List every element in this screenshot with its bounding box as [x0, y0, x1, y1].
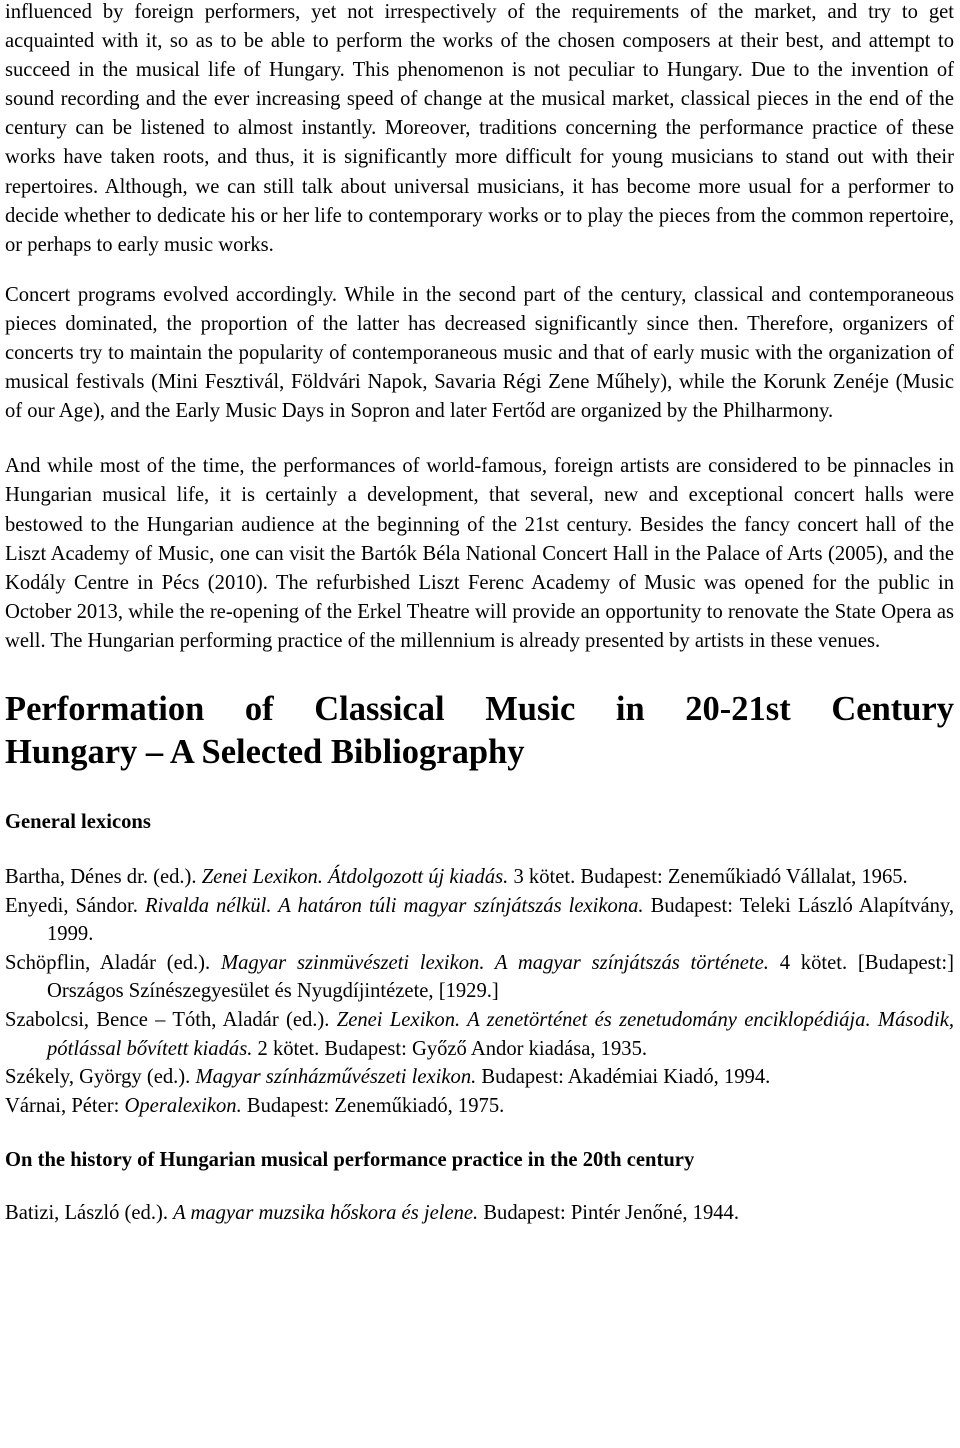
entry-text: Budapest: Pintér Jenőné, 1944.	[478, 1202, 739, 1225]
body-paragraph-1: influenced by foreign performers, yet not irrespectively of the requirements of the market, and try to get acquainted with it, so as to be able to perform the works of the chosen composers at their best, and attempt to succeed in the musical life of Hungary. This phenomenon is not peculiar to Hungary. Due to the invention of sound recording and the ever increasing speed of change at the musical market, classical pieces in the end of the century can be listened to almost instantly. Moreover, traditions concerning the performance practice of these works have taken roots, and thus, it is significantly more difficult for young musicians to stand out with their repertoires. Although, we can still talk about universal musicians, it has become more usual for a performer to decide whether to dedicate his or her life to contemporary works or to play the pieces from the common repertoire, or perhaps to early music works.	[5, 1, 954, 256]
entry-title-italic: Magyar szinmüvészeti lexikon. A magyar színjátszás története.	[220, 951, 769, 974]
entry-text: Schöpflin, Aladár (ed.).	[5, 951, 221, 974]
entry-text: Várnai, Péter:	[5, 1094, 125, 1117]
bibliography-entry	[5, 1092, 954, 1121]
bibliography-list-performance-history	[5, 1199, 954, 1228]
body-paragraph-3: And while most of the time, the performances of world-famous, foreign artists are considered to be pinnacles in Hungarian musical life, it is certainly a development, that several, new and exceptional concert halls were bestowed to the Hungarian audience at the beginning of the 21st century. Besides the fancy concert hall of the Liszt Academy of Music, one can visit the Bartók Béla National Concert Hall in the Palace of Arts (2005), and the Kodály Centre in Pécs (2010). The refurbished Liszt Ferenc Academy of Music was opened for the public in October 2013, while the re-opening of the Erkel Theatre will provide an opportunity to renovate the State Opera as well. The Hungarian performing practice of the millennium is already presented by artists in these venues.	[5, 455, 954, 652]
bibliography-entry	[5, 1199, 954, 1228]
bibliography-entry	[5, 892, 954, 949]
bibliography-entry	[5, 1063, 954, 1092]
entry-text: Budapest: Teleki László Alapítvány, 1999.	[47, 894, 955, 946]
entry-title-italic: Operalexikon.	[124, 1094, 242, 1117]
bibliography-title	[5, 688, 954, 775]
body-paragraph-2: Concert programs evolved accordingly. While in the second part of the century, classical and contemporaneous pieces dominated, the proportion of the latter has decreased significantly since then. Therefore, organizers of concerts try to maintain the popularity of contemporaneous music and that of early music with the organization of musical festivals (Mini Fesztivál, Földvári Napok, Savaria Régi Zene Műhely), while the Korunk Zenéje (Music of our Age), and the Early Music Days in Sopron and later Fertőd are organized by the Philharmony.	[5, 283, 954, 423]
entry-title-italic: A magyar muzsika hőskora és jelene.	[173, 1202, 479, 1225]
entry-text: Szabolcsi, Bence – Tóth, Aladár (ed.).	[5, 1008, 337, 1031]
entry-text: Enyedi, Sándor.	[5, 894, 145, 917]
entry-text: Bartha, Dénes dr. (ed.).	[5, 865, 202, 888]
bibliography-entry	[5, 1006, 954, 1063]
bibliography-title-line-1: Performation of Classical Music in 20-21st Century	[5, 689, 954, 728]
entry-title-italic: Rivalda nélkül. A határon túli magyar színjátszás lexikona.	[144, 894, 644, 917]
bibliography-title-line-2: Hungary – A Selected Bibliography	[5, 733, 525, 772]
bibliography-list-general-lexicons	[5, 863, 954, 1120]
entry-title-italic: Zenei Lexikon. A zenetörténet és zenetudomány enciklopédiája. Második, pótlással bővített kiadás.	[47, 1008, 954, 1060]
entry-text: 3 kötet. Budapest: Zeneműkiadó Vállalat, 1965.	[508, 865, 908, 888]
entry-text: 2 kötet. Budapest: Győző Andor kiadása, 1935.	[252, 1037, 648, 1060]
section-heading-general-lexicons: General lexicons	[5, 810, 151, 833]
bibliography-entry	[5, 949, 954, 1006]
entry-text: Székely, György (ed.).	[5, 1066, 196, 1089]
section-heading-performance-history: On the history of Hungarian musical performance practice in the 20th century	[5, 1149, 695, 1172]
entry-text: Budapest: Akadémiai Kiadó, 1994.	[476, 1066, 771, 1089]
entry-title-italic: Magyar színházművészeti lexikon.	[195, 1066, 477, 1089]
bibliography-entry	[5, 863, 954, 892]
entry-text: Batizi, László (ed.).	[5, 1202, 174, 1225]
entry-text: Budapest: Zeneműkiadó, 1975.	[241, 1094, 505, 1117]
entry-title-italic: Zenei Lexikon. Átdolgozott új kiadás.	[201, 865, 509, 888]
entry-text: 4 kötet. [Budapest:] Országos Színészegyesület és Nyugdíjintézete, [1929.]	[47, 951, 954, 1003]
